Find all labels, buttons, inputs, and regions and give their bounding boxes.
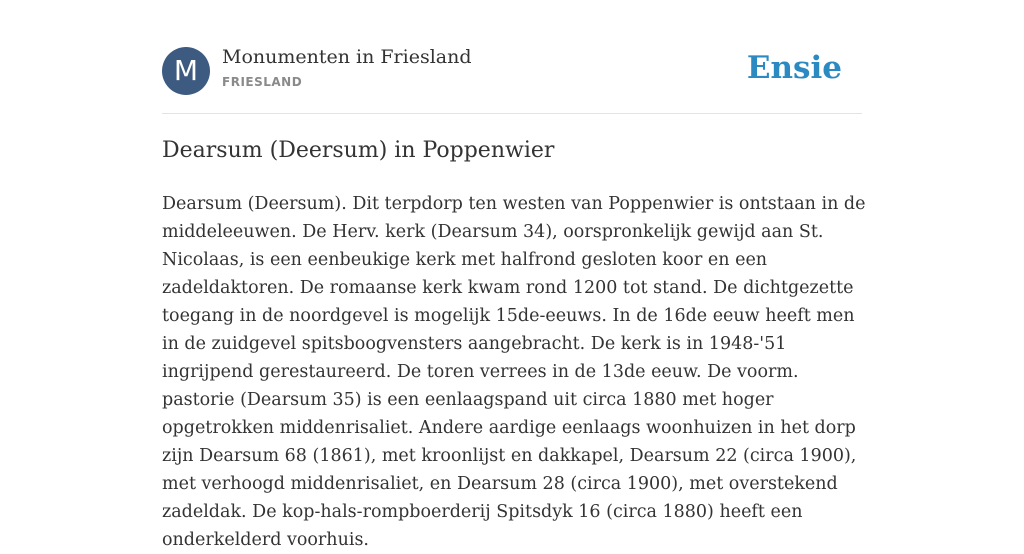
avatar[interactable]: M (162, 47, 210, 95)
header-divider (162, 113, 862, 114)
article-body: Dearsum (Deersum). Dit terpdorp ten westen van Poppenwier is ontstaan in de middeleeuwen. De Herv. kerk (Dearsum 34), oorspronkelijk gewijd aan St. Nicolaas, is een eenbeukige kerk met halfrond gesloten koor en een zadeldaktoren. De romaanse kerk kwam rond 1200 tot stand. De dichtgezette toegang in de noordgevel is mogelijk 15de-eeuws. In de 16de eeuw heeft men in de zuidgevel spitsboogvensters aangebracht. De kerk is in 1948-'51 ingrijpend gerestaureerd. De toren verrees in de 13de eeuw. De voorm. pastorie (Dearsum 35) is een eenlaagspand uit circa 1880 met hoger opgetrokken middenrisaliet. Andere aardige eenlaags woonhuizen in het dorp zijn Dearsum 68 (1861), met kroonlijst en dakkapel, Dearsum 22 (circa 1900), met verhoogd middenrisaliet, en Dearsum 28 (circa 1900), met overstekend zadeldak. De kop-hals-rompboerderij Spitsdyk 16 (circa 1880) heeft een onderkelderd voorhuis. (162, 194, 866, 550)
brand-logo[interactable]: Ensie (746, 50, 842, 86)
source-header (162, 46, 862, 96)
source-title[interactable]: Monumenten in Friesland (222, 46, 472, 68)
source-category: FRIESLAND (222, 75, 303, 89)
article-title: Dearsum (Deersum) in Poppenwier (162, 138, 555, 163)
